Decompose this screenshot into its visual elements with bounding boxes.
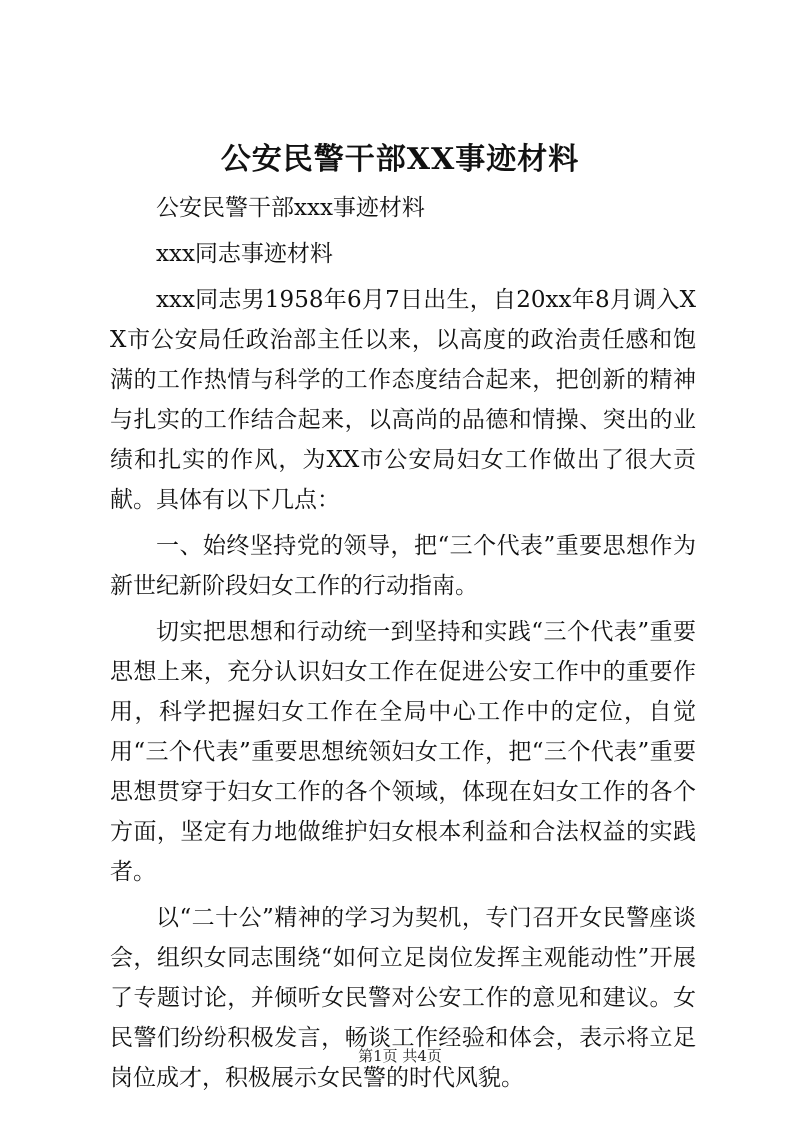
page-number-footer: 第1页 共4页 (358, 1047, 442, 1065)
paragraph-intro: xxx同志男1958年6月7日出生，自20xx年8月调入XX市公安局任政治部主任以来，以高度的政治责任感和饱满的工作热情与科学的工作态度结合起来，把创新的精神与扎实的工作结合起来，以高尚的品德和情操、突出的业绩和扎实的作风，为XX市公安局妇女工作做出了很大贡献。具体有以下几点： (110, 287, 696, 513)
paragraph-body-two: 以“二十公”精神的学习为契机，专门召开女民警座谈会，组织女同志围绕“如何立足岗位发挥主观能动性”开展了专题讨论，并倾听女民警对公安工作的意见和建议。女民警们纷纷积极发言，畅谈工作经验和体会，表示将立足岗位成才，积极展示女民警的时代风貌。 (110, 905, 696, 1091)
document-title: 公安民警干部XX事迹材料 (220, 142, 580, 177)
paragraph-heading: xxx同志事迹材料 (156, 241, 333, 267)
document-body (110, 188, 696, 1098)
paragraph-subtitle: 公安民警干部xxx事迹材料 (156, 195, 425, 221)
paragraph-body-one: 切实把思想和行动统一到坚持和实践“三个代表”重要思想上来，充分认识妇女工作在促进公安工作中的重要作用，科学把握妇女工作在全局中心工作中的定位，自觉用“三个代表”重要思想统领妇女工作，把“三个代表”重要思想贯穿于妇女工作的各个领域，体现在妇女工作的各个方面，坚定有力地做维护妇女根本利益和合法权益的实践者。 (110, 619, 696, 885)
paragraph-section-one: 一、始终坚持党的领导，把“三个代表”重要思想作为新世纪新阶段妇女工作的行动指南。 (110, 533, 696, 599)
